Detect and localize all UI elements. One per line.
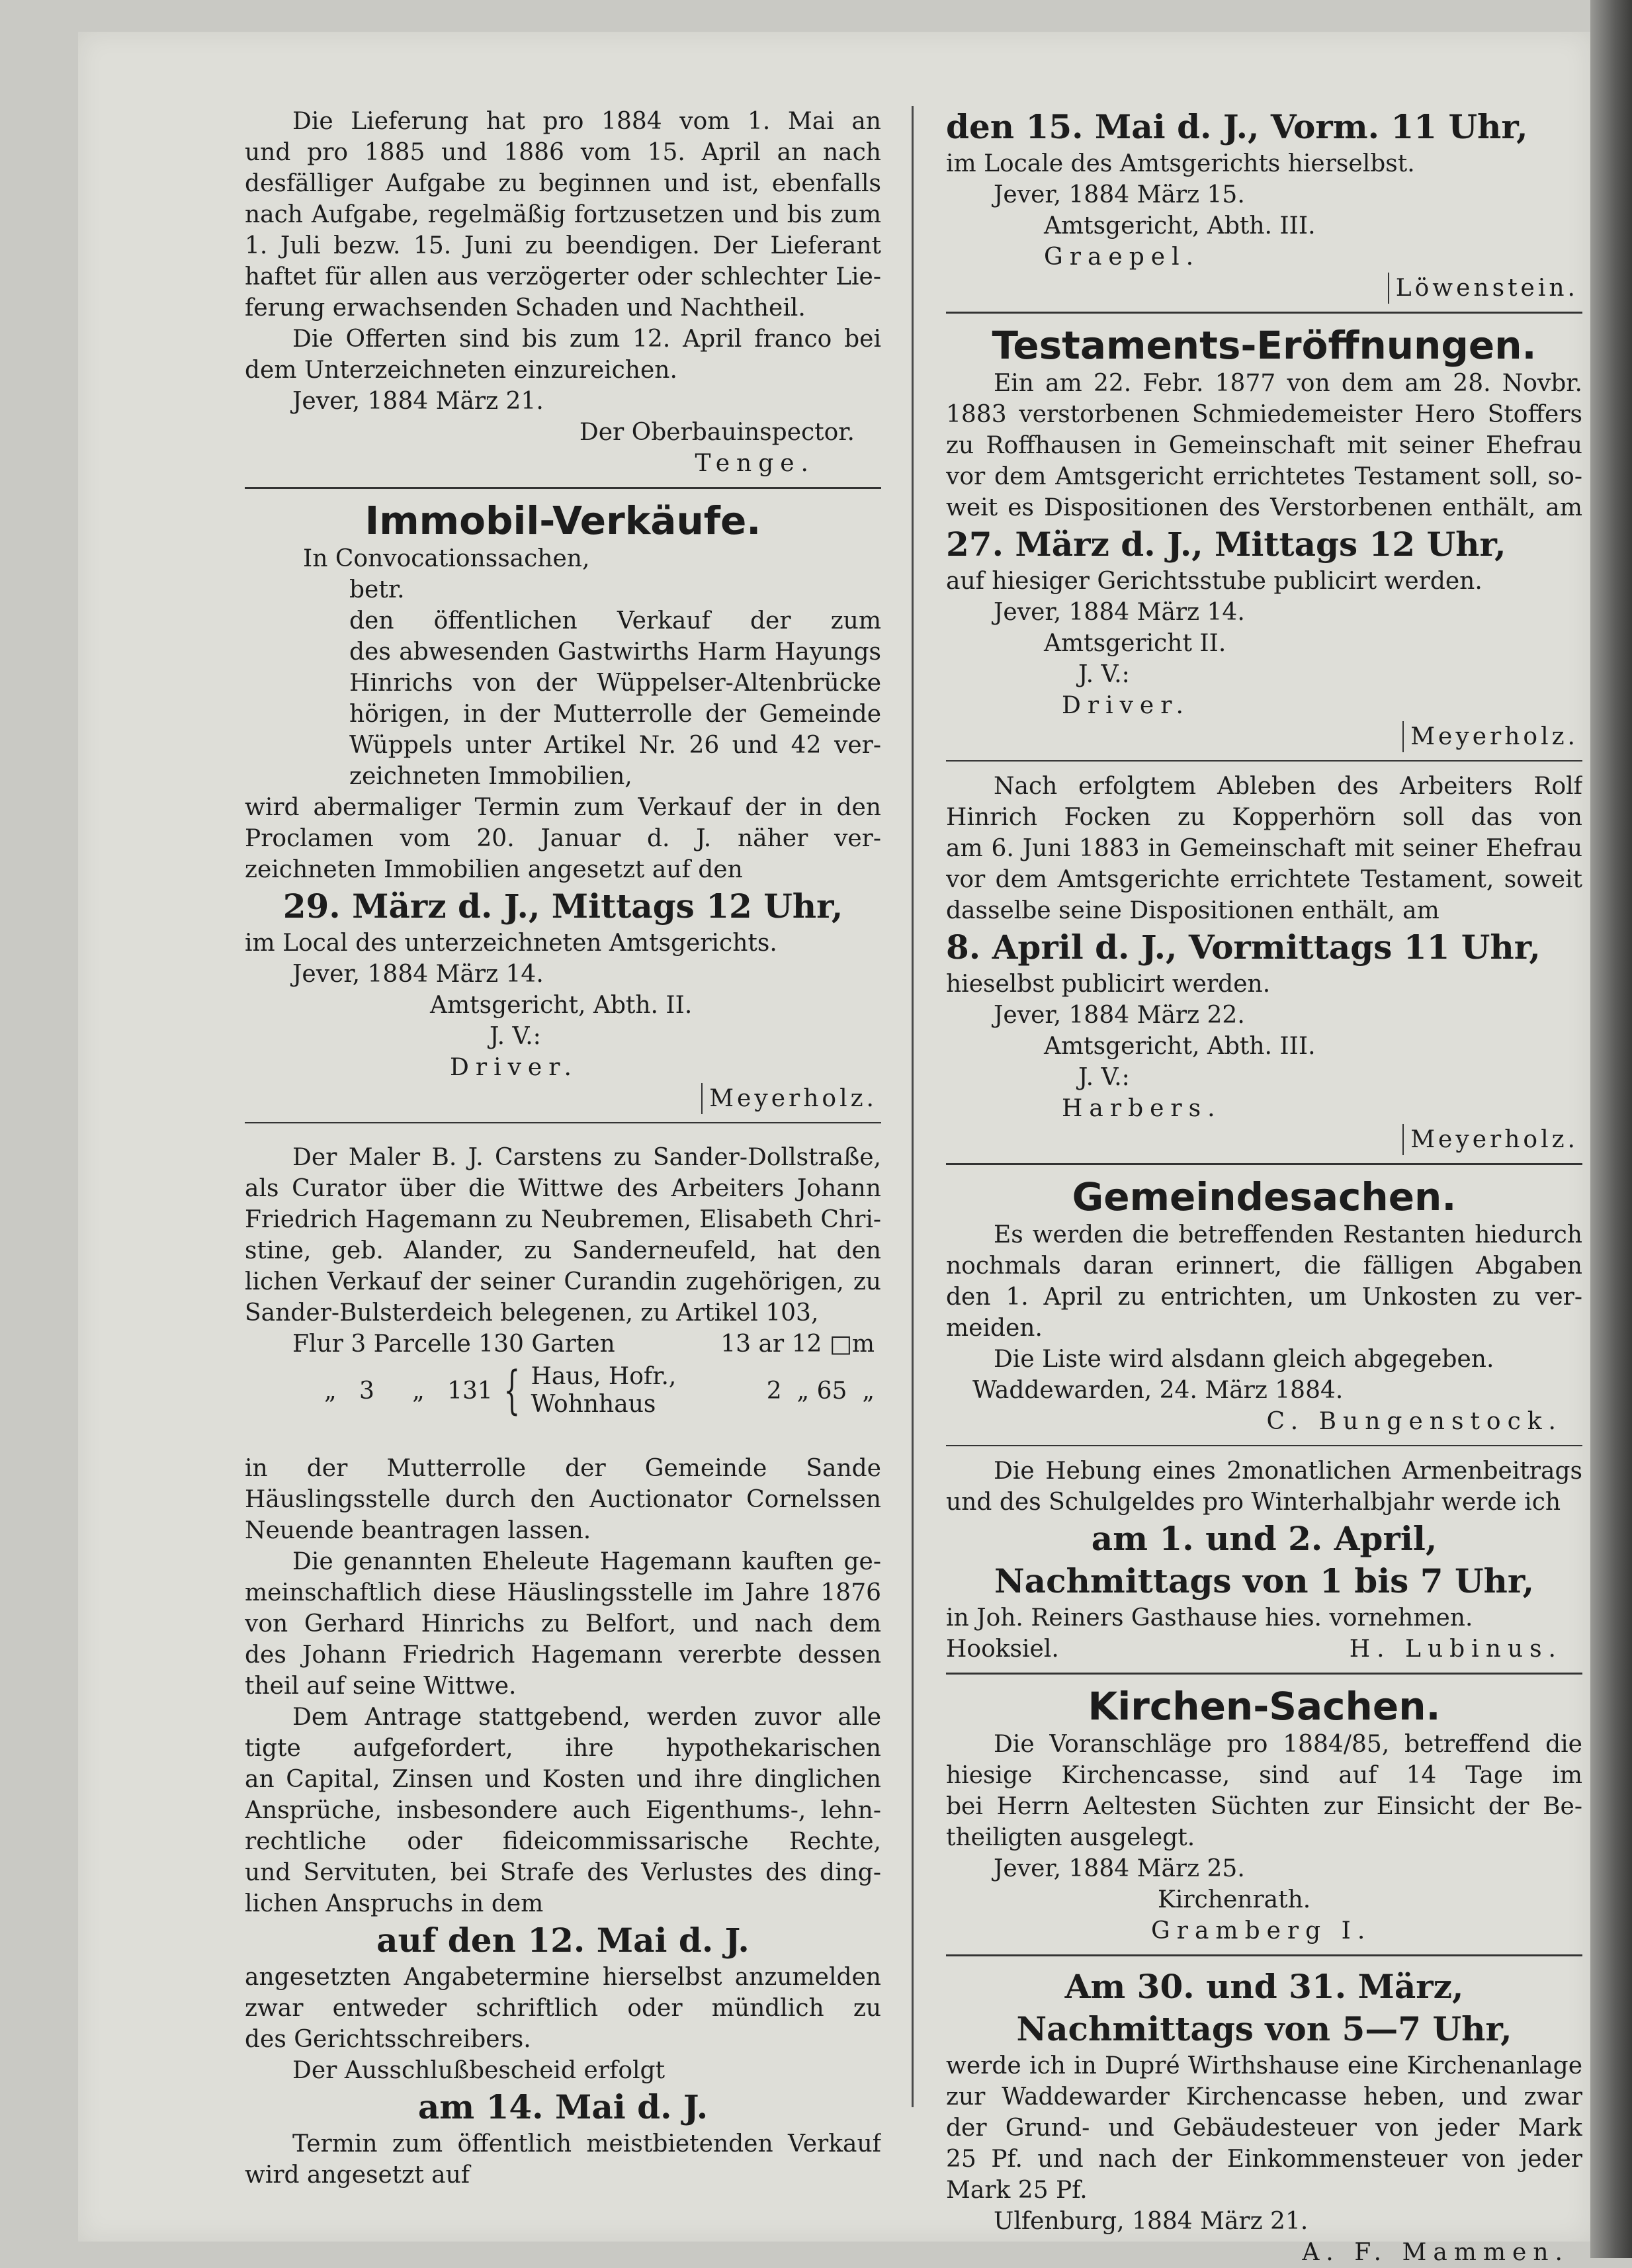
parcel-desc: „ 3 „ 131: [324, 1377, 493, 1405]
signature: H. Lubinus.: [1349, 1636, 1563, 1663]
text-line: Proclamen vom 20. Januar d. J. näher ver-: [245, 825, 881, 852]
text-line: dem Unterzeichneten einzureichen.: [245, 357, 677, 384]
text-line: zeichneten Immobilien,: [349, 763, 632, 790]
court-line: Amtsgericht II.: [1044, 630, 1226, 657]
text-line: des abwesenden Gastwirths Harm Hayungs: [349, 638, 881, 666]
parcel-kind-1: Haus, Hofr.,: [531, 1363, 677, 1390]
text-line: hiesige Kirchencasse, sind auf 14 Tage im: [946, 1762, 1582, 1789]
column-divider: [912, 106, 914, 2107]
parcel-row: [245, 1360, 881, 1422]
clerk-row: [946, 273, 1582, 304]
text-line: Die Lieferung hat pro 1884 vom 1. Mai an: [292, 108, 881, 135]
signature: Driver.: [450, 1054, 578, 1081]
place-label: Hooksiel.: [946, 1636, 1059, 1663]
date-highlight: Am 30. und 31. März,: [1064, 1967, 1464, 2006]
text-line: vor dem Amtsgerichte errichtete Testament, soweit: [946, 866, 1582, 893]
parcel-desc: Flur 3 Parcelle 130 Garten: [292, 1330, 615, 1358]
text-line: zur Waddewarder Kirchencasse heben, und zwar: [946, 2083, 1582, 2111]
date-highlight: 27. März d. J., Mittags 12 Uhr,: [946, 525, 1506, 564]
brace-glyph: {: [503, 1361, 521, 1420]
text-line: zeichneten Immobilien angesetzt auf den: [245, 856, 743, 883]
text-line: Die genannten Eheleute Hagemann kauften ge-: [292, 1548, 881, 1575]
text-line: hieselbst publicirt werden.: [946, 971, 1271, 998]
text-line: Mark 25 Pf.: [946, 2177, 1088, 2204]
text-line: hörigen, in der Mutterrolle der Gemeinde: [349, 701, 881, 728]
date-highlight: Nachmittags von 5—7 Uhr,: [1016, 2009, 1512, 2048]
text-line: Sander-Bulsterdeich belegenen, zu Artikel 103,: [245, 1299, 819, 1327]
text-line: an Capital, Zinsen und Kosten und ihre dinglichen: [245, 1766, 881, 1793]
section-rule: [245, 1122, 881, 1123]
text-line: Die Voranschläge pro 1884/85, betreffend die: [994, 1731, 1582, 1758]
text-line: In Convocationssachen,: [303, 545, 590, 572]
text-line: tigte aufgefordert, ihre hypothekarischen: [245, 1735, 881, 1762]
court-line: Amtsgericht, Abth. III.: [1044, 212, 1316, 240]
section-rule: [946, 312, 1582, 314]
text-line: zu Roffhausen in Gemeinschaft mit seiner Ehefrau: [946, 432, 1582, 459]
date-highlight: am 14. Mai d. J.: [417, 2087, 709, 2126]
text-line: Nach erfolgtem Ableben des Arbeiters Rolf: [994, 773, 1582, 800]
court-line: Amtsgericht, Abth. III.: [1044, 1033, 1316, 1060]
text-line: Ansprüche, insbesondere auch Eigenthums-, lehn-: [245, 1797, 881, 1824]
text-line: Wüppels unter Artikel Nr. 26 und 42 ver-: [349, 732, 881, 759]
text-line: theil auf seine Wittwe.: [245, 1673, 517, 1700]
clerk-signature: Meyerholz.: [701, 1083, 881, 1114]
section-rule: [946, 1673, 1582, 1675]
office-line: Der Oberbauinspector.: [579, 419, 855, 446]
section-heading-testament: Testaments-Eröffnungen.: [992, 323, 1537, 368]
text-line: Termin zum öffentlich meistbietenden Verkauf: [292, 2130, 881, 2158]
section-heading-immobil: Immobil-Verkäufe.: [365, 498, 761, 543]
parcel-area: 13 ar 12 □m: [720, 1330, 875, 1358]
office-line: Kirchenrath.: [1158, 1886, 1311, 1913]
text-line: nochmals daran erinnert, die fälligen Abgaben: [946, 1252, 1582, 1280]
text-line: Die Liste wird alsdann gleich abgegeben.: [994, 1346, 1494, 1373]
text-line: werde ich in Dupré Wirthshause eine Kirchenanlage: [946, 2052, 1582, 2079]
jv-line: J. V.:: [1078, 661, 1130, 688]
text-line: zwar entweder schriftlich oder mündlich zu: [245, 1995, 881, 2022]
section-rule: [946, 1445, 1582, 1446]
date-line: Jever, 1884 März 14.: [292, 961, 544, 988]
text-line: der Grund- und Gebäudesteuer von jeder Mark: [946, 2115, 1582, 2142]
text-line: Friedrich Hagemann zu Neubremen, Elisabeth Chri-: [245, 1206, 881, 1233]
text-line: Häuslingsstelle durch den Auctionator Cornelssen: [245, 1486, 881, 1513]
signature: A. F. Mammen.: [1302, 2239, 1569, 2266]
section-rule: [946, 760, 1582, 762]
text-line: betr.: [349, 576, 405, 603]
text-line: desfälliger Aufgabe zu beginnen und ist, ebenfalls: [245, 170, 881, 197]
text-line: am 6. Juni 1883 in Gemeinschaft mit seiner Ehefrau: [946, 835, 1582, 862]
parcel-area: 2 „ 65 „: [766, 1377, 875, 1405]
date-highlight: den 15. Mai d. J., Vorm. 11 Uhr,: [946, 107, 1528, 146]
section-rule: [946, 1163, 1582, 1165]
signature: Graepel.: [1044, 243, 1201, 271]
date-line: Jever, 1884 März 21.: [292, 388, 544, 415]
text-line: lichen Verkauf der seiner Curandin zugehörigen, zu: [245, 1268, 881, 1295]
text-line: Die Offerten sind bis zum 12. April franco bei: [292, 326, 881, 353]
text-line: bei Herrn Aeltesten Süchten zur Einsicht der Be-: [946, 1793, 1582, 1820]
text-line: auf hiesiger Gerichtsstube publicirt werden.: [946, 568, 1482, 595]
text-line: und pro 1885 und 1886 vom 15. April an nach: [245, 139, 881, 166]
text-line: lichen Anspruchs in dem: [245, 1890, 544, 1917]
text-line: rechtliche oder fideicommissarische Rechte,: [245, 1828, 881, 1855]
date-highlight: 29. März d. J., Mittags 12 Uhr,: [282, 887, 843, 926]
text-line: Neuende beantragen lassen.: [245, 1517, 591, 1544]
text-line: vor dem Amtsgericht errichtetes Testament soll, so-: [946, 463, 1582, 490]
text-line: von Gerhard Hinrichs zu Belfort, und nach dem: [245, 1610, 881, 1637]
section-rule: [946, 1954, 1582, 1956]
text-line: Hinrich Focken zu Kopperhörn soll das von: [946, 804, 1582, 831]
text-line: in Joh. Reiners Gasthause hies. vornehmen.: [946, 1604, 1473, 1632]
text-line: meiden.: [946, 1315, 1043, 1342]
text-line: haftet für allen aus verzögerter oder schlechter Lie-: [245, 263, 881, 290]
text-line: meinschaftlich diese Häuslingsstelle im Jahre 1876: [245, 1579, 881, 1606]
date-line: Jever, 1884 März 14.: [994, 599, 1245, 626]
text-line: wird angesetzt auf: [245, 2161, 470, 2189]
section-heading-kirchen: Kirchen-Sachen.: [1088, 1684, 1441, 1729]
section-rule: [245, 487, 881, 489]
text-line: 1883 verstorbenen Schmiedemeister Hero Stoffers: [946, 401, 1582, 428]
signature: Tenge.: [695, 450, 815, 477]
parcel-row: [245, 1329, 881, 1360]
court-line: Amtsgericht, Abth. II.: [430, 992, 693, 1019]
date-line: Ulfenburg, 1884 März 21.: [994, 2208, 1309, 2235]
text-line: im Locale des Amtsgerichts hierselbst.: [946, 150, 1415, 177]
text-line: des Johann Friedrich Hagemann vererbte dessen: [245, 1641, 881, 1669]
signature: Gramberg I.: [1151, 1917, 1372, 1944]
text-line: im Local des unterzeichneten Amtsgerichts.: [245, 930, 777, 957]
date-line: Waddewarden, 24. März 1884.: [972, 1377, 1344, 1404]
text-line: Der Ausschlußbescheid erfolgt: [292, 2057, 666, 2084]
signature: Driver.: [1062, 692, 1190, 719]
date-line: Jever, 1884 März 15.: [994, 181, 1245, 208]
jv-line: J. V.:: [490, 1023, 541, 1050]
text-line: weit es Dispositionen des Verstorbenen enthält, am: [946, 494, 1582, 521]
section-heading-gemeinde: Gemeindesachen.: [1072, 1174, 1457, 1219]
parcel-kind: [531, 1363, 676, 1418]
clerk-signature: Meyerholz.: [1402, 1124, 1582, 1155]
text-line: den öffentlichen Verkauf der zum: [349, 607, 881, 634]
clerk-row: [946, 721, 1582, 752]
date-highlight: Nachmittags von 1 bis 7 Uhr,: [994, 1561, 1535, 1600]
text-line: Die Hebung eines 2monatlichen Armenbeitrags: [994, 1458, 1582, 1485]
text-line: in der Mutterrolle der Gemeinde Sande: [245, 1455, 881, 1482]
text-line: und Servituten, bei Strafe des Verlustes des ding-: [245, 1859, 881, 1886]
signature: Harbers.: [1062, 1095, 1222, 1122]
clerk-signature: Meyerholz.: [1402, 721, 1582, 752]
sum-row: [245, 1422, 881, 1453]
left-column: [245, 106, 881, 2191]
text-line: Es werden die betreffenden Restanten hiedurch: [994, 1221, 1582, 1248]
clerk-row: [946, 1124, 1582, 1155]
signature: C. Bungenstock.: [1266, 1408, 1563, 1435]
text-line: dasselbe seine Dispositionen enthält, am: [946, 897, 1439, 924]
text-line: den 1. April zu entrichten, um Unkosten zu ver-: [946, 1284, 1582, 1311]
text-line: als Curator über die Wittwe des Arbeiters Johann: [245, 1175, 881, 1202]
text-line: stine, geb. Alander, zu Sanderneufeld, hat den: [245, 1237, 881, 1264]
date-highlight: auf den 12. Mai d. J.: [376, 1921, 750, 1960]
delivery-notice: [245, 106, 881, 479]
text-line: Dem Antrage stattgebend, werden zuvor alle: [292, 1704, 881, 1731]
jv-line: J. V.:: [1078, 1064, 1130, 1091]
date-line: Jever, 1884 März 22.: [994, 1002, 1245, 1029]
date-highlight: 8. April d. J., Vormittags 11 Uhr,: [946, 928, 1541, 967]
parcel-kind-2: Wohnhaus: [531, 1391, 656, 1418]
page-edge-shadow: [1590, 0, 1632, 2258]
text-line: ferung erwachsenden Schaden und Nachtheil.: [245, 294, 806, 322]
text-line: und des Schulgeldes pro Winterhalbjahr werde ich: [946, 1489, 1561, 1516]
text-line: 25 Pf. und nach der Einkommensteuer von jeder: [946, 2146, 1582, 2173]
text-line: Hinrichs von der Wüppelser-Altenbrücke: [349, 670, 881, 697]
text-line: angesetzten Angabetermine hierselbst anzumelden: [245, 1964, 881, 1991]
text-line: Ein am 22. Febr. 1877 von dem am 28. Novbr.: [994, 370, 1582, 397]
text-line: des Gerichtsschreibers.: [245, 2026, 531, 2053]
date-highlight: am 1. und 2. April,: [1091, 1519, 1438, 1558]
clerk-row: [245, 1083, 881, 1114]
signature-row: [946, 1634, 1582, 1665]
clerk-signature: Löwenstein.: [1388, 273, 1582, 304]
text-line: nach Aufgabe, regelmäßig fortzusetzen und bis zum: [245, 201, 881, 228]
text-line: wird abermaliger Termin zum Verkauf der in den: [245, 794, 881, 821]
text-line: theiligten ausgelegt.: [946, 1824, 1195, 1851]
text-line: 1. Juli bezw. 15. Juni zu beendigen. Der Lieferant: [245, 232, 881, 259]
text-line: Der Maler B. J. Carstens zu Sander-Dollstraße,: [292, 1144, 881, 1171]
date-line: Jever, 1884 März 25.: [994, 1855, 1245, 1882]
right-column: [946, 106, 1582, 2268]
